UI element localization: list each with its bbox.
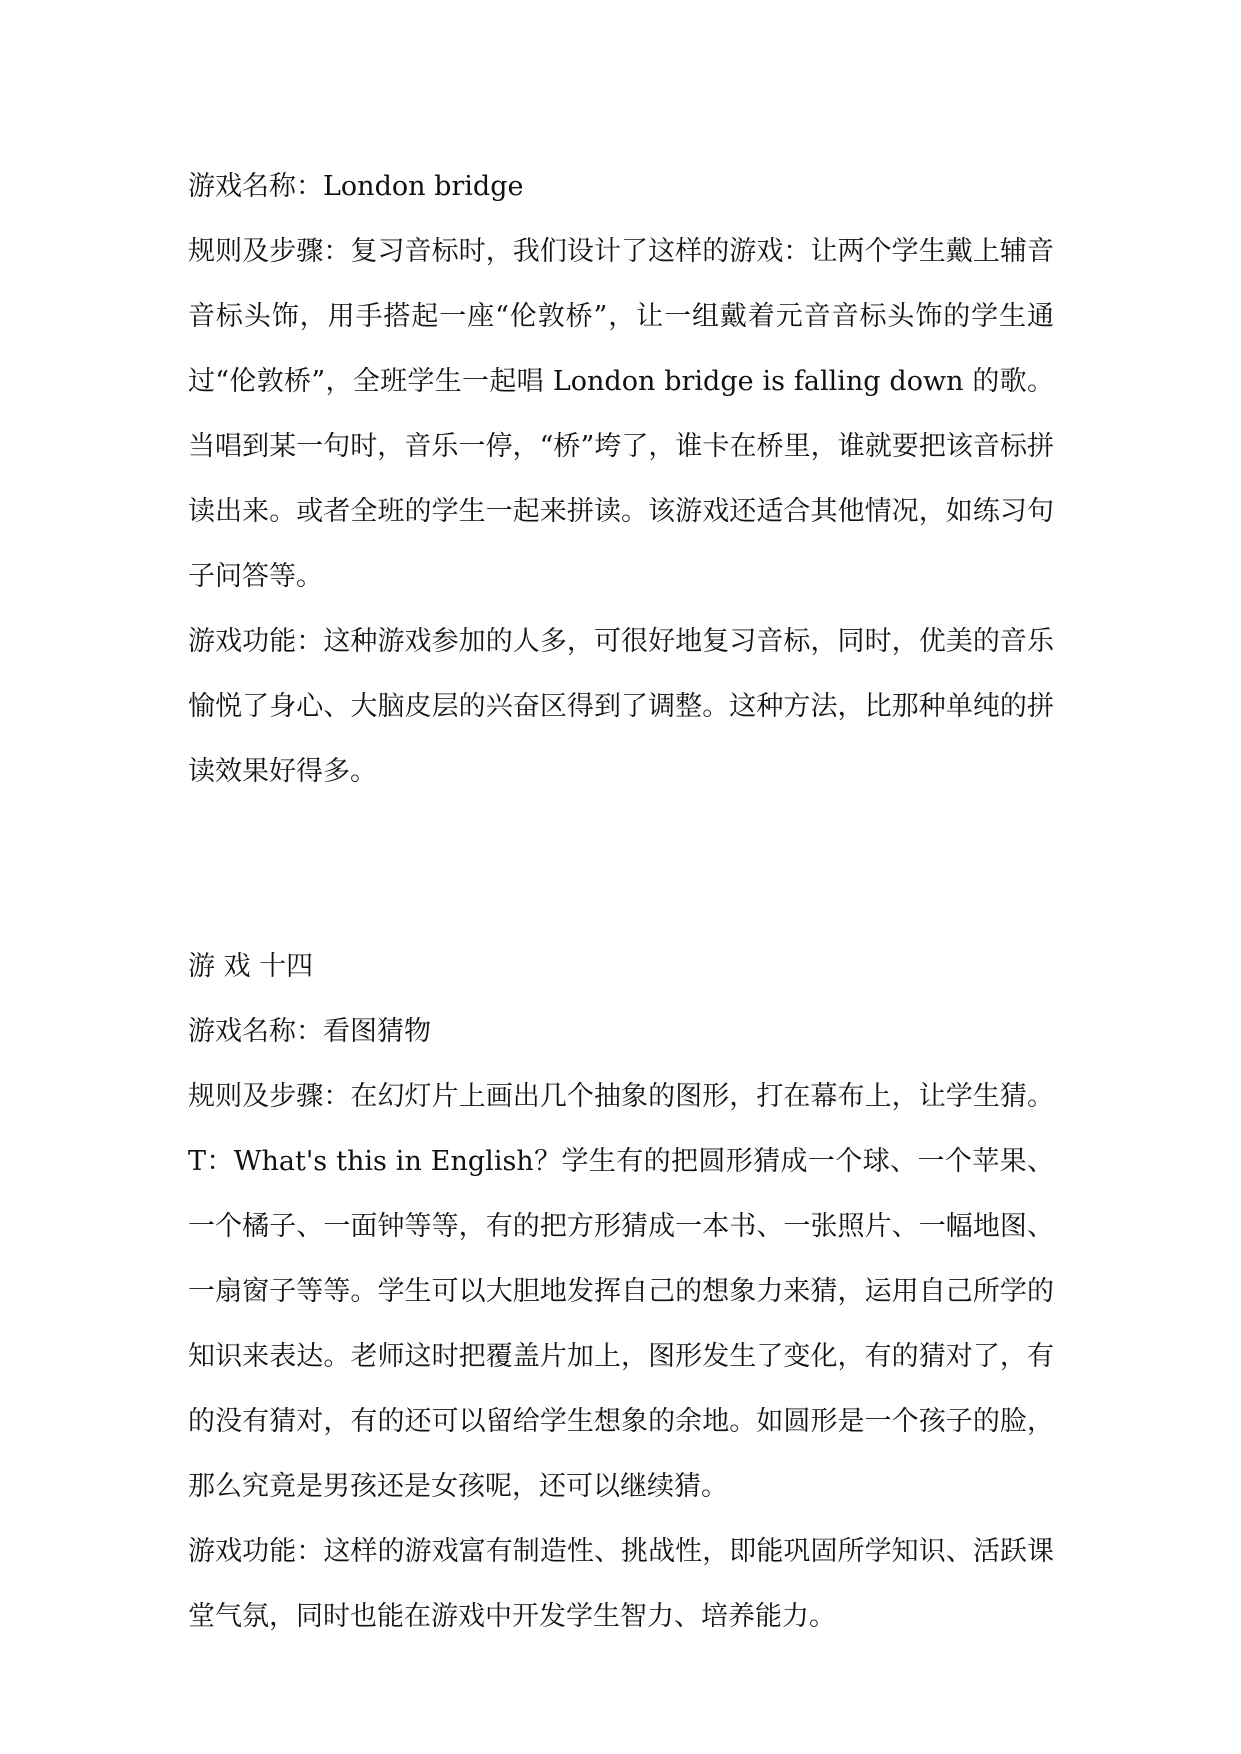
game-name-guess-picture: 游戏名称：看图猜物 — [188, 1016, 431, 1047]
document-body — [188, 154, 1054, 1649]
section-heading-game-14: 游 戏 十四 — [188, 951, 314, 982]
function-london-bridge: 游戏功能：这种游戏参加的人多，可很好地复习音标，同时，优美的音乐愉悦了身心、大脑皮层的兴奋区得到了调整。这种方法，比那种单纯的拼读效果好得多。 — [188, 626, 1054, 787]
game-name-london-bridge: 游戏名称：London bridge — [188, 171, 524, 202]
rules-guess-picture: 规则及步骤：在幻灯片上画出几个抽象的图形，打在幕布上，让学生猜。T：What's this in English？学生有的把圆形猜成一个球、一个苹果、一个橘子、一面钟等等，有的把方形猜成一本书、一张照片、一幅地图、一扇窗子等等。学生可以大胆地发挥自己的想象力来猜，运用自己所学的知识来表达。老师这时把覆盖片加上，图形发生了变化，有的猜对了，有的没有猜对，有的还可以留给学生想象的余地。如圆形是一个孩子的脸，那么究竟是男孩还是女孩呢，还可以继续猜。 — [188, 1081, 1054, 1502]
rules-london-bridge: 规则及步骤：复习音标时，我们设计了这样的游戏：让两个学生戴上辅音音标头饰，用手搭起一座“伦敦桥”，让一组戴着元音音标头饰的学生通过“伦敦桥”，全班学生一起唱 London bridge is falling down 的歌。当唱到某一句时，音乐一停，“桥”垮了，谁卡在桥里，谁就要把该音标拼读出来。或者全班的学生一起来拼读。该游戏还适合其他情况，如练习句子问答等。 — [188, 236, 1054, 592]
function-guess-picture: 游戏功能：这样的游戏富有制造性、挑战性，即能巩固所学知识、活跃课堂气氛，同时也能在游戏中开发学生智力、培养能力。 — [188, 1536, 1054, 1632]
section-spacer — [188, 804, 1054, 934]
